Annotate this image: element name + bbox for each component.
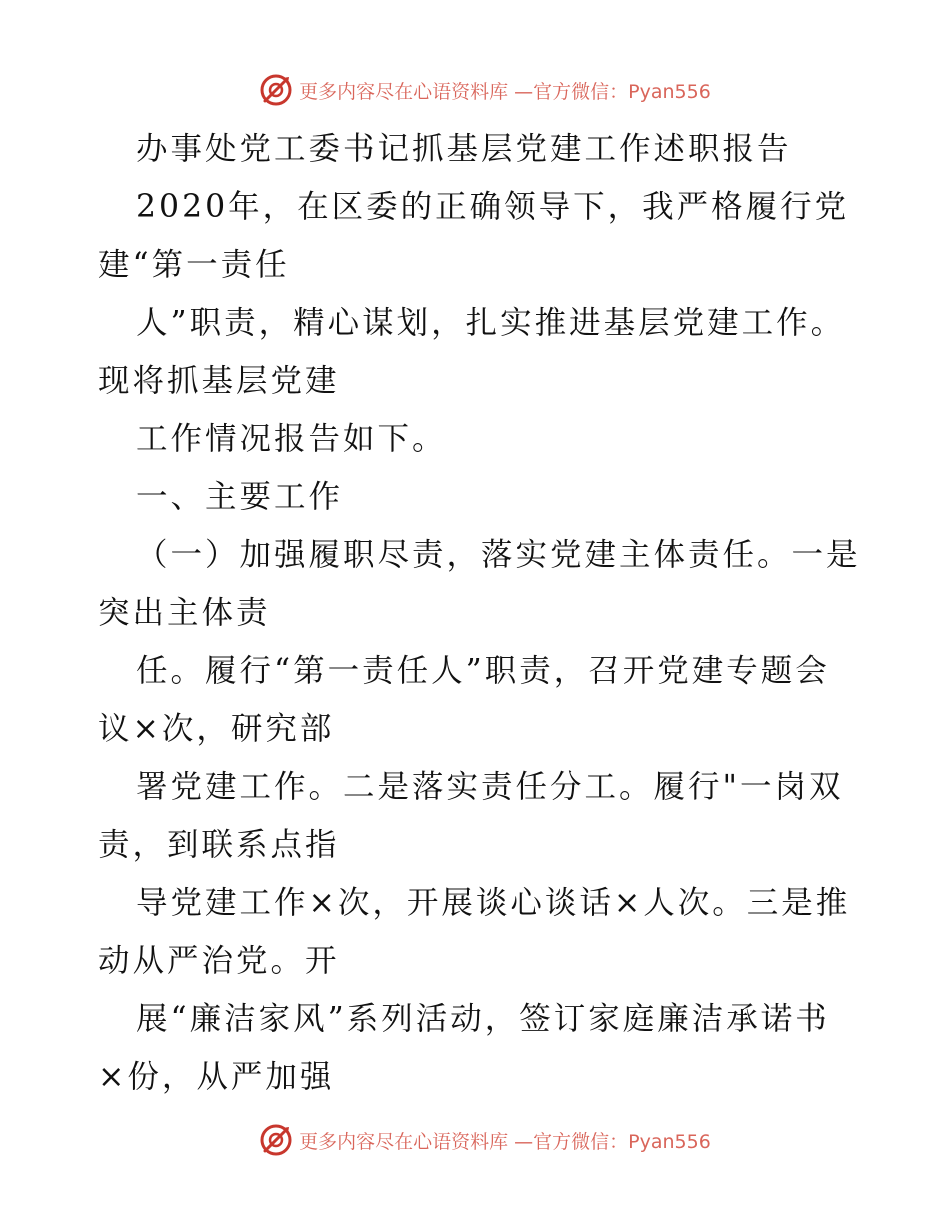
footer-banner-title: 更多内容尽在心语资料库: [299, 1130, 509, 1153]
header-banner-title: 更多内容尽在心语资料库: [299, 80, 509, 103]
text-line: 责，到联系点指: [98, 827, 340, 863]
text-line: 工作情况报告如下。: [136, 421, 447, 457]
brand-logo-icon: [259, 1123, 293, 1157]
text-line: 突出主体责: [98, 595, 271, 631]
header-watermark-banner: [0, 72, 950, 108]
footer-banner-contact: —官方微信：Pyan556: [514, 1130, 711, 1153]
section-heading: 一、主要工作: [136, 479, 344, 515]
header-banner-contact: —官方微信：Pyan556: [514, 80, 711, 103]
document-body: [98, 120, 861, 1106]
text-line: 动从严治党。开: [98, 943, 340, 979]
text-line: 建“第一责任: [98, 247, 290, 283]
text-line: 2020年，在区委的正确领导下，我严格履行党: [136, 189, 850, 225]
text-line: 议×次，研究部: [98, 711, 335, 747]
text-line: 人”职责，精心谋划，扎实推进基层党建工作。: [136, 305, 846, 341]
text-line: ×份，从严加强: [98, 1059, 335, 1095]
text-line: 展“廉洁家风”系列活动，签订家庭廉洁承诺书: [136, 1001, 830, 1037]
document-title: 办事处党工委书记抓基层党建工作述职报告: [136, 131, 792, 167]
text-line: 导党建工作×次，开展谈心谈话×人次。三是推: [136, 885, 851, 921]
text-line: 署党建工作。二是落实责任分工。履行"一岗双: [136, 769, 844, 805]
text-line: 现将抓基层党建: [98, 363, 340, 399]
text-line: （一）加强履职尽责，落实党建主体责任。一是: [136, 537, 861, 573]
brand-logo-icon: [259, 73, 293, 107]
text-line: 任。履行“第一责任人”职责，召开党建专题会: [136, 653, 830, 689]
footer-watermark-banner: [0, 1122, 950, 1158]
